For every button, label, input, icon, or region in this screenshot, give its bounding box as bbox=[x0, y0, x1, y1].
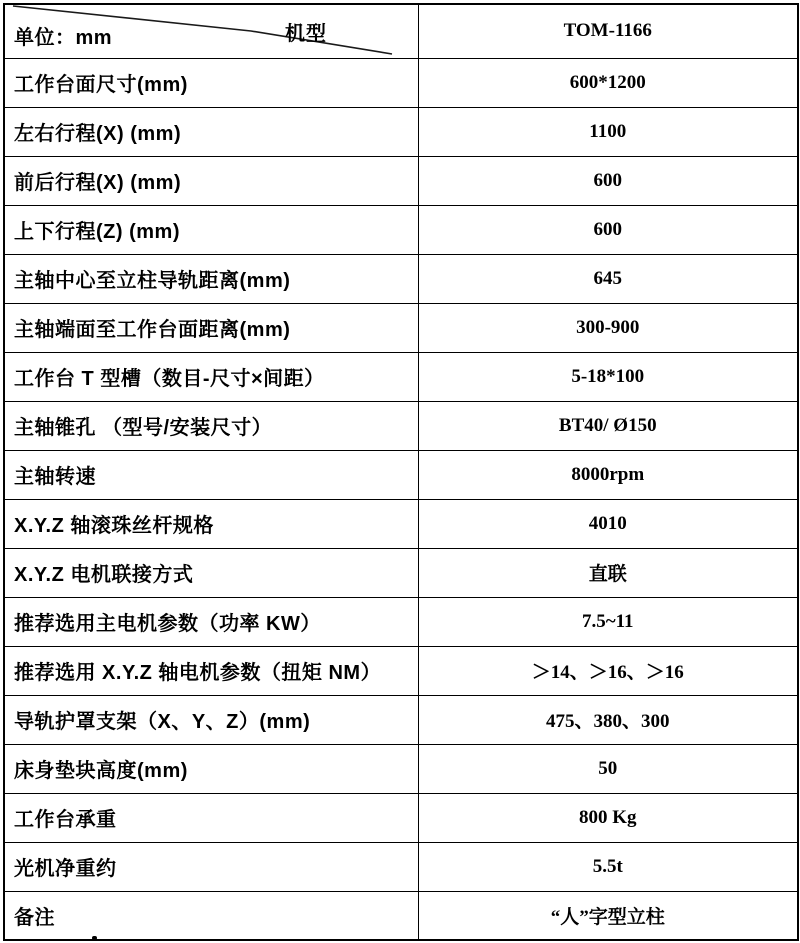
spec-value: 50 bbox=[418, 744, 798, 793]
spec-label: 推荐选用 X.Y.Z 轴电机参数（扭矩 NM） bbox=[4, 646, 418, 695]
spec-value: 5.5t bbox=[418, 842, 798, 891]
spec-label: 备注 bbox=[4, 891, 418, 940]
spec-label: 光机净重约 bbox=[4, 842, 418, 891]
spec-label: 床身垫块高度(mm) bbox=[4, 744, 418, 793]
spec-label: 推荐选用主电机参数（功率 KW） bbox=[4, 597, 418, 646]
table-row bbox=[4, 548, 798, 597]
table-row bbox=[4, 254, 798, 303]
spec-label: 左右行程(X) (mm) bbox=[4, 107, 418, 156]
spec-value: “人”字型立柱 bbox=[418, 891, 798, 940]
table-row bbox=[4, 450, 798, 499]
header-diagonal-cell bbox=[4, 4, 418, 58]
spec-label: X.Y.Z 电机联接方式 bbox=[4, 548, 418, 597]
spec-label: 上下行程(Z) (mm) bbox=[4, 205, 418, 254]
table-row bbox=[4, 107, 798, 156]
spec-value: 直联 bbox=[418, 548, 798, 597]
model-label: 机型 bbox=[285, 23, 327, 45]
model-value: TOM-1166 bbox=[418, 4, 798, 58]
stray-mark bbox=[92, 936, 97, 940]
spec-table bbox=[3, 3, 799, 941]
spec-label: 主轴转速 bbox=[4, 450, 418, 499]
spec-value: 600 bbox=[418, 205, 798, 254]
spec-label: 工作台面尺寸(mm) bbox=[4, 58, 418, 107]
table-row bbox=[4, 744, 798, 793]
spec-label: X.Y.Z 轴滚珠丝杆规格 bbox=[4, 499, 418, 548]
spec-value: 8000rpm bbox=[418, 450, 798, 499]
spec-label: 工作台 T 型槽（数目-尺寸×间距） bbox=[4, 352, 418, 401]
table-row bbox=[4, 597, 798, 646]
table-row bbox=[4, 646, 798, 695]
spec-value: ＞14、＞16、＞16 bbox=[418, 646, 798, 695]
table-row bbox=[4, 842, 798, 891]
spec-label: 工作台承重 bbox=[4, 793, 418, 842]
table-row bbox=[4, 205, 798, 254]
spec-label: 导轨护罩支架（X、Y、Z）(mm) bbox=[4, 695, 418, 744]
spec-value: 600 bbox=[418, 156, 798, 205]
spec-label: 前后行程(X) (mm) bbox=[4, 156, 418, 205]
table-row bbox=[4, 156, 798, 205]
table-row bbox=[4, 401, 798, 450]
spec-label: 主轴端面至工作台面距离(mm) bbox=[4, 303, 418, 352]
spec-value: 7.5~11 bbox=[418, 597, 798, 646]
spec-label: 主轴锥孔 （型号/安装尺寸） bbox=[4, 401, 418, 450]
spec-value: 475、380、300 bbox=[418, 695, 798, 744]
table-row bbox=[4, 793, 798, 842]
spec-value: BT40/ Ø150 bbox=[418, 401, 798, 450]
spec-value: 4010 bbox=[418, 499, 798, 548]
spec-value: 300-900 bbox=[418, 303, 798, 352]
table-row bbox=[4, 352, 798, 401]
table-header-row bbox=[4, 4, 798, 58]
spec-value: 5-18*100 bbox=[418, 352, 798, 401]
table-row bbox=[4, 58, 798, 107]
spec-label: 主轴中心至立柱导轨距离(mm) bbox=[4, 254, 418, 303]
spec-value: 1100 bbox=[418, 107, 798, 156]
spec-value: 600*1200 bbox=[418, 58, 798, 107]
table-row bbox=[4, 303, 798, 352]
spec-value: 645 bbox=[418, 254, 798, 303]
table-row bbox=[4, 891, 798, 940]
table-row bbox=[4, 499, 798, 548]
table-row bbox=[4, 695, 798, 744]
unit-label: 单位：mm bbox=[14, 27, 113, 49]
spec-value: 800 Kg bbox=[418, 793, 798, 842]
